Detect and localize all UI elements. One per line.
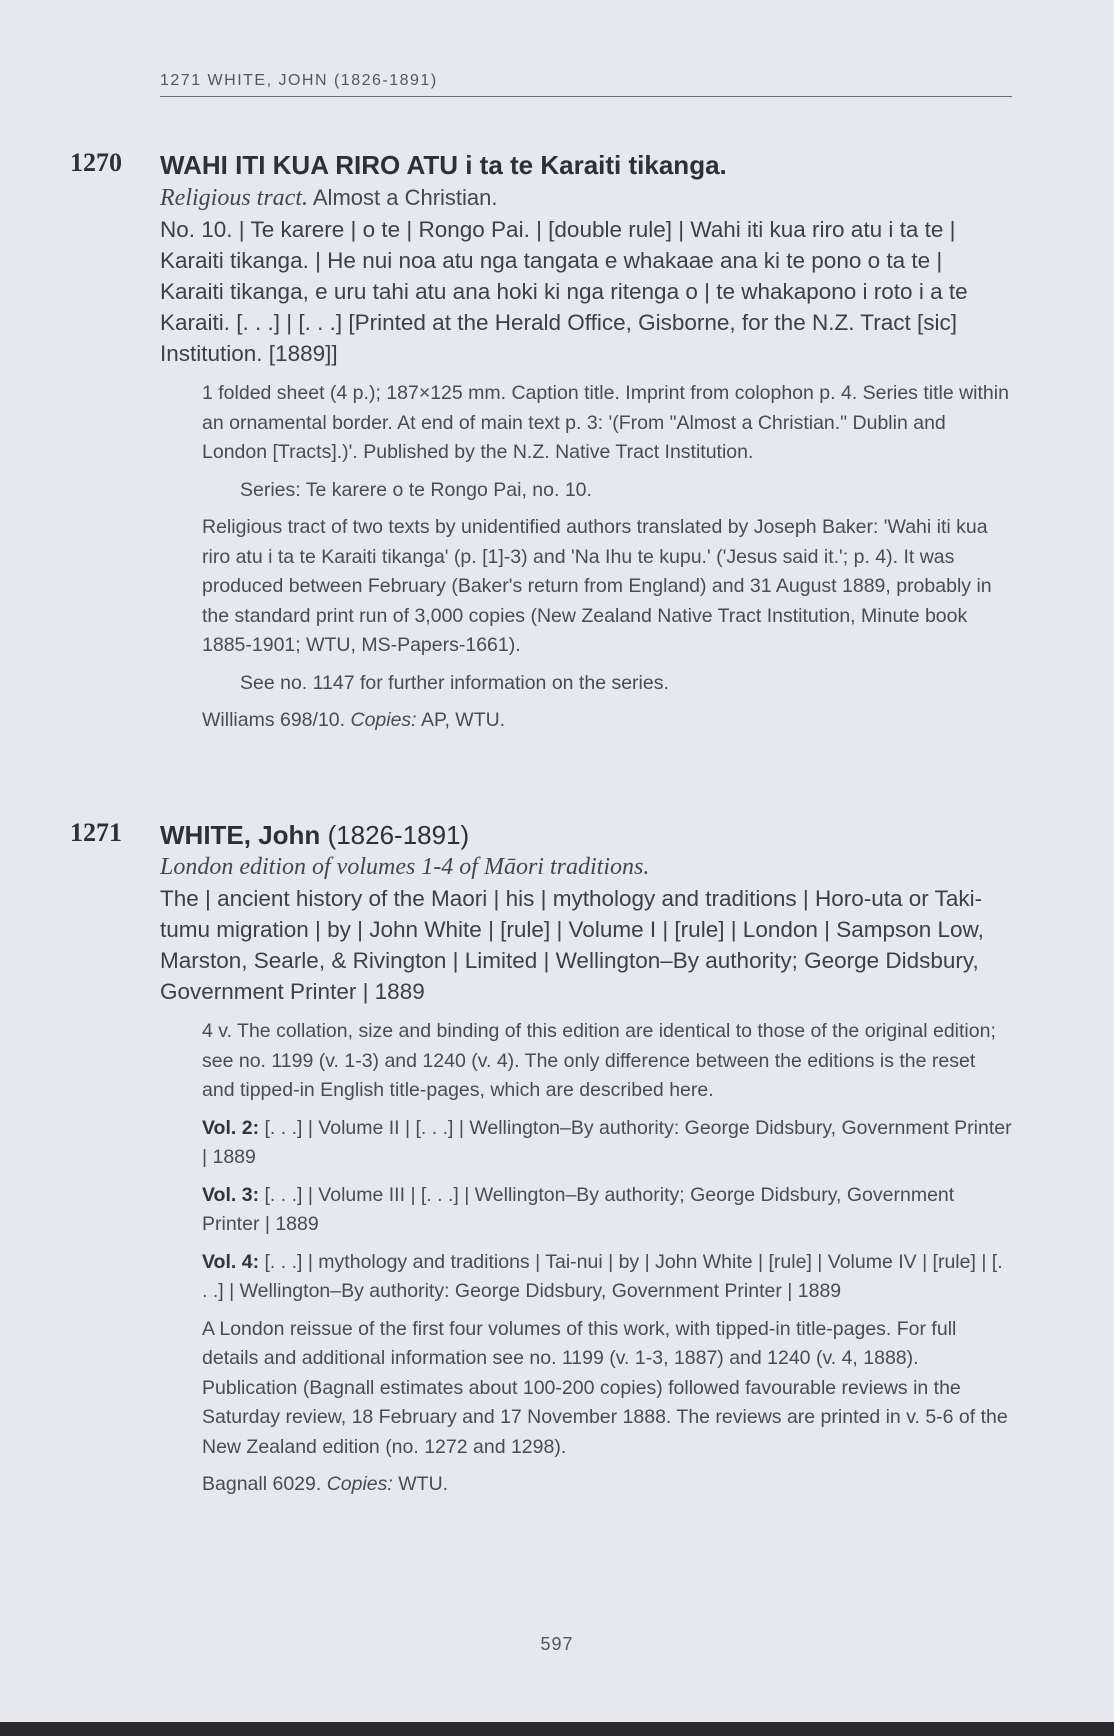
entry-number: 1271 [70,818,122,847]
title-transcription: No. 10. | Te karere | o te | Rongo Pai. | [double rule] | Wahi iti kua riro atu i ta te | Karaiti tikanga. | He nui noa atu nga tangata e whakaae ana ki te pono o ta te | Karaiti tikanga, e uru tahi atu ana hoki ki nga ritenga o | te whakapono i roto i a te Karaiti. [. . .] | [. . .] [Printed at the Herald Office, Gisborne, for the N.Z. Tract [sic] Institution. [1889]] [160,217,968,366]
entry-notes [202,1017,1012,1500]
references: Williams 698/10. [202,709,346,731]
description-rest: Almost a Christian. [307,185,498,210]
entry-description: London edition of volumes 1-4 of Māori traditions. [160,854,650,880]
running-head: 1271 WHITE, JOHN (1826-1891) [160,72,1012,97]
physical-description: 4 v. The collation, size and binding of this edition are identical to those of the original edition; see no. 1199 (v. 1-3) and 1240 (v. 4). The only difference between the editions is the reset and tipped-in English title-pages, which are described here. [202,1020,996,1101]
volume-text: [. . .] | mythology and traditions | Tai-nui | by | John White | [rule] | Volume IV | [rule] | [. . .] | Wellington–By authority: George Didsbury, Government Printer | 1889 [202,1250,1003,1302]
volume-text: [. . .] | Volume III | [. . .] | Wellington–By authority; George Didsbury, Government Printer | 1889 [202,1183,955,1235]
physical-description: 1 folded sheet (4 p.); 187×125 mm. Caption title. Imprint from colophon p. 4. Series title within an ornamental border. At end of main text p. 3: '(From "Almost a Christian." Dublin and London [Tracts].)'. Published by the N.Z. Native Tract Institution. [202,382,1009,463]
volume-label: Vol. 3: [202,1183,260,1206]
volume-line [202,1181,1012,1240]
series-note: Series: Te karere o te Rongo Pai, no. 10. [240,478,592,501]
volume-text: [. . .] | Volume II | [. . .] | Wellington–By authority: George Didsbury, Government Printer | 1889 [202,1116,1012,1168]
volume-line [202,1248,1012,1307]
entry-title: WAHI ITI KUA RIRO ATU i ta te Karaiti tikanga. [160,150,727,180]
entry-heading [160,818,1012,852]
entry-description [160,182,1012,214]
volume-line [202,1114,1012,1173]
references-line [202,706,1012,736]
entry-number: 1270 [70,148,122,177]
references-line [202,1470,1012,1500]
volume-label: Vol. 4: [202,1250,260,1273]
volume-label: Vol. 2: [202,1116,260,1139]
note-paragraph: Religious tract of two texts by unidentified authors translated by Joseph Baker: 'Wahi iti kua riro atu i ta te Karaiti tikanga' (p. [1]-3) and 'Na Ihu te kupu.' ('Jesus said it.'; p. 4). It was produced between February (Baker's return from England) and 31 August 1889, probably in the standard print run of 3,000 copies (New Zealand Native Tract Institution, Minute book 1885-1901; WTU, MS-Papers-1661). [202,516,992,656]
copies: WTU. [398,1473,449,1495]
author-name: WHITE, John [160,820,321,850]
page-number: 597 [540,1634,574,1654]
copies: AP, WTU. [420,709,506,731]
description-italic: Religious tract. [160,185,308,211]
entry-body [160,148,1012,744]
page-edge-shadow [0,1722,1114,1736]
note-paragraph: See no. 1147 for further information on the series. [240,671,669,694]
copies-label: Copies: [350,709,417,731]
author-dates: (1826-1891) [327,820,470,850]
copies-label: Copies: [326,1473,393,1495]
references: Bagnall 6029. [202,1473,322,1495]
entry-notes [202,379,1012,736]
title-transcription: The | ancient history of the Maori | his | mythology and traditions | Horo-uta or Taki-tumu migration | by | John White | [rule] | Volume I | [rule] | London | Sampson Low, Marston, Searle, & Rivington | Limited | Wellington–By authority; George Didsbury, Government Printer | 1889 [160,886,984,1004]
note-paragraph: A London reissue of the first four volumes of this work, with tipped-in title-pages. For full details and additional information see no. 1199 (v. 1-3, 1887) and 1240 (v. 4, 1888). Publication (Bagnall estimates about 100-200 copies) followed favourable reviews in the Saturday review, 18 February and 17 November 1888. The reviews are printed in v. 5-6 of the New Zealand edition (no. 1272 and 1298). [202,1317,1008,1458]
entry-body [160,818,1012,1508]
